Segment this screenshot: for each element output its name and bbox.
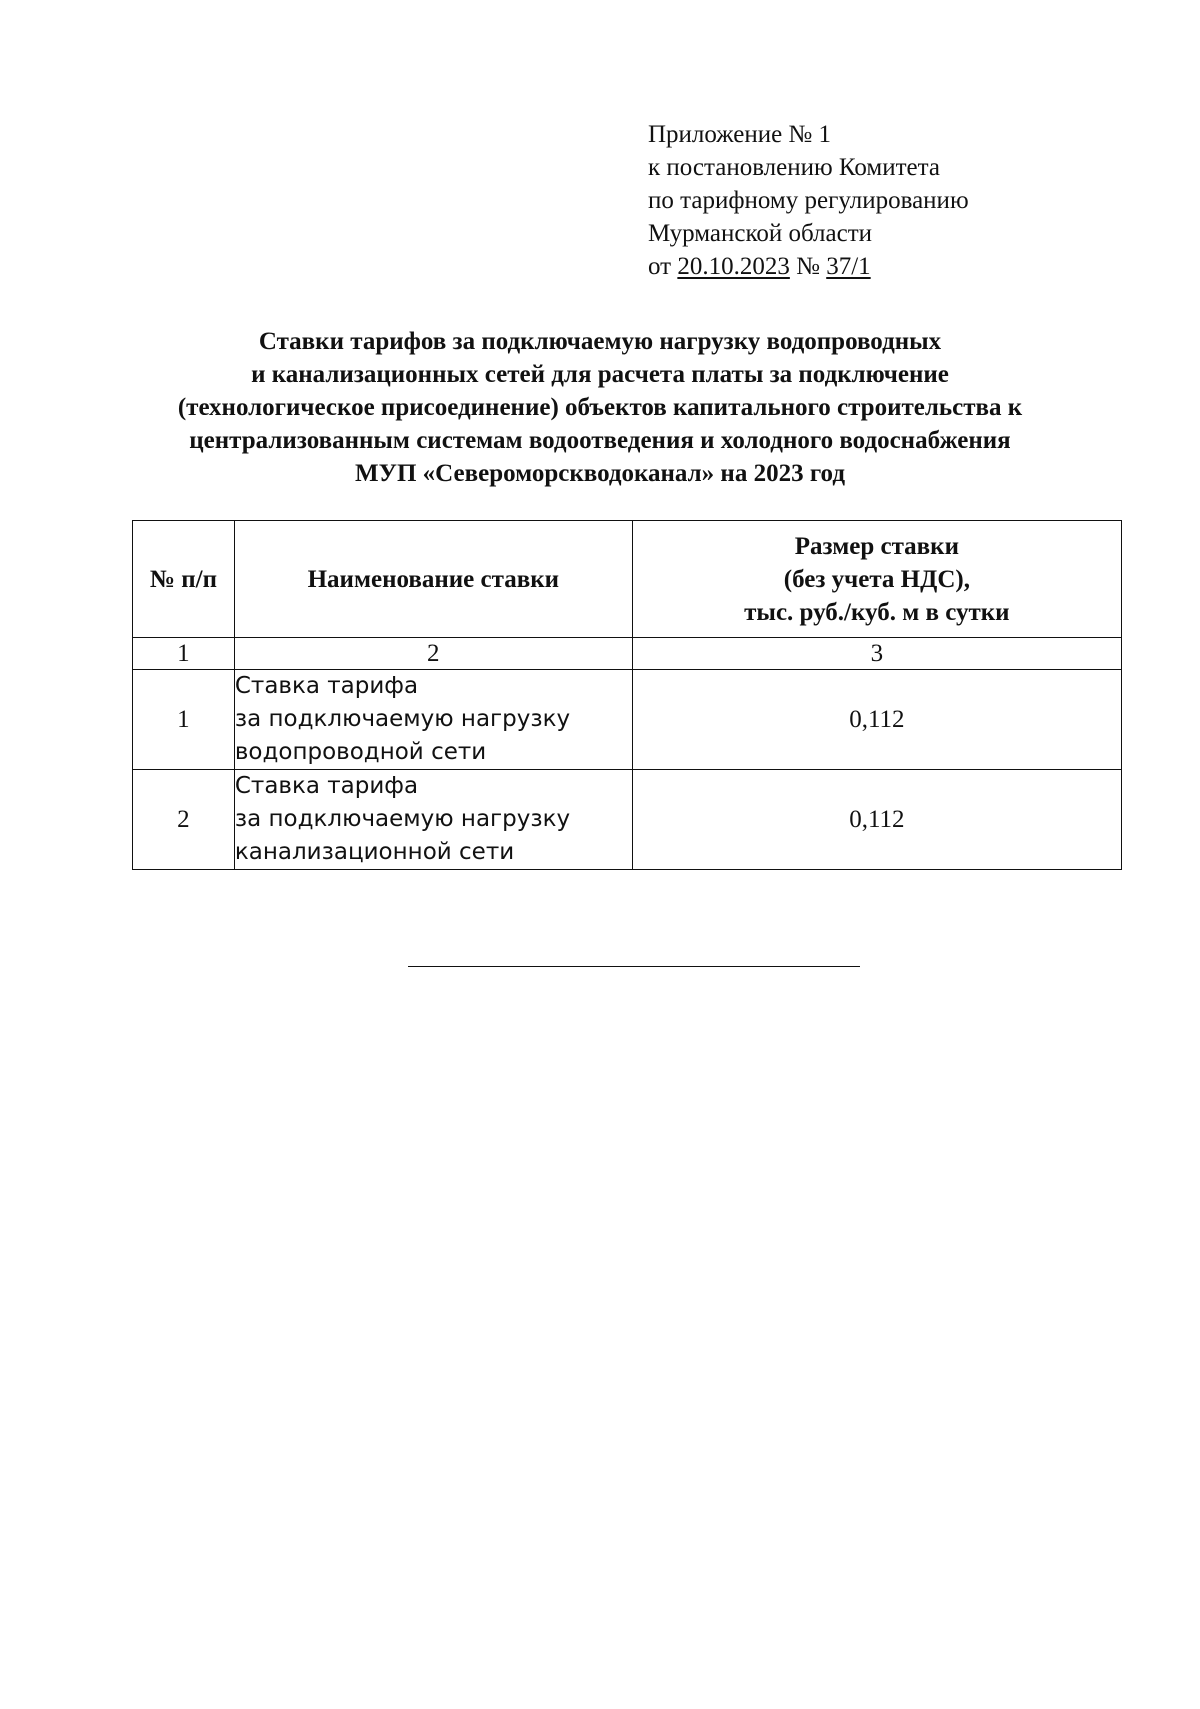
title-line-2: и канализационных сетей для расчета платы за подключение	[251, 361, 949, 388]
row-rate-name	[234, 670, 632, 770]
table-header-row	[133, 521, 1122, 638]
annex-number: 37/1	[826, 253, 871, 280]
column-number-1: 1	[133, 638, 235, 670]
end-of-document-divider	[408, 966, 860, 967]
row-rate-name-line-3: водопроводной сети	[234, 739, 487, 765]
table-row	[133, 770, 1122, 870]
title-line-1: Ставки тарифов за подключаемую нагрузку водопроводных	[258, 328, 942, 355]
annex-line-3: по тарифному регулированию	[648, 187, 969, 214]
row-rate-value: 0,112	[632, 670, 1121, 770]
rates-table	[132, 520, 1122, 870]
annex-from: от	[648, 253, 672, 280]
row-rate-name-line-2: за подключаемую нагрузку	[234, 706, 571, 732]
row-number: 2	[133, 770, 235, 870]
row-rate-value: 0,112	[632, 770, 1121, 870]
header-rate-size-line-1: Размер ставки	[794, 532, 959, 560]
annex-line-4: Мурманской области	[648, 220, 873, 247]
title-line-3: (технологическое присоединение) объектов капитального строительства к	[177, 394, 1023, 421]
row-rate-name	[234, 770, 632, 870]
row-rate-name-line-2: за подключаемую нагрузку	[234, 806, 571, 832]
row-rate-name-line-1: Ставка тарифа	[234, 673, 419, 699]
title-line-4: централизованным системам водоотведения и холодного водоснабжения	[189, 427, 1011, 454]
annex-line-1: Приложение № 1	[648, 121, 832, 148]
header-rate-size-line-2: (без учета НДС),	[783, 565, 970, 593]
header-rate-size	[632, 521, 1121, 638]
title-line-5: МУП «Североморскводоканал» на 2023 год	[355, 460, 845, 487]
column-number-3: 3	[632, 638, 1121, 670]
row-rate-name-line-1: Ставка тарифа	[234, 773, 419, 799]
annex-line-2: к постановлению Комитета	[648, 154, 940, 181]
table-row	[133, 670, 1122, 770]
header-rate-size-line-3: тыс. руб./куб. м в сутки	[744, 598, 1010, 626]
document-title	[100, 325, 1100, 490]
annex-number-sign: №	[796, 253, 820, 280]
column-number-row	[133, 638, 1122, 670]
annex-line-5	[648, 250, 969, 283]
annex-date: 20.10.2023	[677, 253, 790, 280]
annex-header	[648, 118, 969, 283]
header-number: № п/п	[133, 521, 235, 638]
column-number-2: 2	[234, 638, 632, 670]
header-rate-name: Наименование ставки	[234, 521, 632, 638]
row-number: 1	[133, 670, 235, 770]
row-rate-name-line-3: канализационной сети	[234, 839, 515, 865]
